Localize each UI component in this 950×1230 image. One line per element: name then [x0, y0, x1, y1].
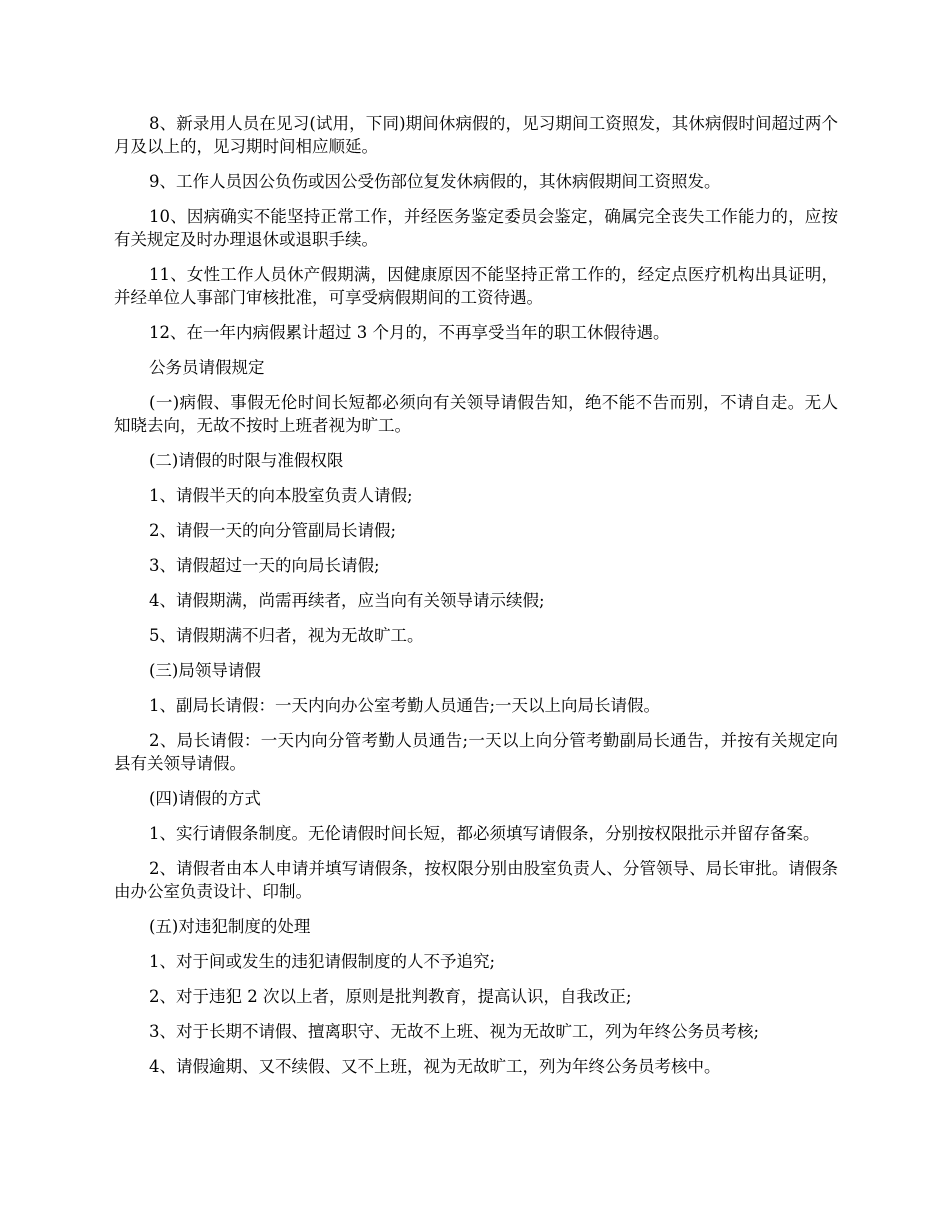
list-item-5-4: 4、请假逾期、又不续假、又不上班，视为无故旷工，列为年终公务员考核中。: [149, 1057, 721, 1076]
subheading-section-5: (五)对违犯制度的处理: [149, 917, 311, 936]
list-item-3-2: 2、局长请假：一天内向分管考勤人员通告;一天以上向分管考勤副局长通告，并按有关规定向县有关领导请假。: [114, 731, 838, 773]
list-item-4-2: 2、请假者由本人申请并填写请假条，按权限分别由股室负责人、分管领导、局长审批。请假条由办公室负责设计、印制。: [114, 859, 838, 901]
list-item-2-4: 4、请假期满，尚需再续者，应当向有关领导请示续假;: [149, 591, 545, 610]
list-item-4-1: 1、实行请假条制度。无伦请假时间长短，都必须填写请假条，分别按权限批示并留存备案。: [149, 824, 820, 843]
list-item-2-1: 1、请假半天的向本股室负责人请假;: [149, 486, 413, 505]
subheading-section-2: (二)请假的时限与准假权限: [149, 451, 344, 470]
paragraph-item-11: 11、女性工作人员休产假期满，因健康原因不能坚持正常工作的，经定点医疗机构出具证明，并经单位人事部门审核批准，可享受病假期间的工资待遇。: [114, 265, 838, 307]
paragraph-item-9: 9、工作人员因公负伤或因公受伤部位复发休病假的，其休病假期间工资照发。: [149, 172, 721, 191]
list-item-2-2: 2、请假一天的向分管副局长请假;: [149, 521, 397, 540]
list-item-5-3: 3、对于长期不请假、擅离职守、无故不上班、视为无故旷工，列为年终公务员考核;: [149, 1022, 760, 1041]
subheading-section-3: (三)局领导请假: [149, 661, 261, 680]
list-item-3-1: 1、副局长请假：一天内向办公室考勤人员通告;一天以上向局长请假。: [149, 696, 661, 715]
subheading-section-4: (四)请假的方式: [149, 789, 261, 808]
paragraph-item-8: 8、新录用人员在见习(试用，下同)期间休病假的，见习期间工资照发，其休病假时间超过两个月及以上的，见习期时间相应顺延。: [114, 114, 838, 156]
paragraph-item-12: 12、在一年内病假累计超过 3 个月的，不再享受当年的职工休假待遇。: [149, 323, 670, 342]
list-item-2-5: 5、请假期满不归者，视为无故旷工。: [149, 626, 424, 645]
list-item-2-3: 3、请假超过一天的向局长请假;: [149, 556, 380, 575]
list-item-5-1: 1、对于间或发生的违犯请假制度的人不予追究;: [149, 952, 496, 971]
document-page: [114, 112, 838, 1090]
section-heading-civil-servant-leave: 公务员请假规定: [149, 358, 265, 377]
paragraph-item-10: 10、因病确实不能坚持正常工作，并经医务鉴定委员会鉴定，确属完全丧失工作能力的，应按有关规定及时办理退休或退职手续。: [114, 207, 838, 249]
paragraph-section-1: (一)病假、事假无伦时间长短都必须向有关领导请假告知，绝不能不告而别，不请自走。无人知晓去向，无故不按时上班者视为旷工。: [114, 393, 838, 435]
list-item-5-2: 2、对于违犯 2 次以上者，原则是批判教育，提高认识，自我改正;: [149, 987, 632, 1006]
